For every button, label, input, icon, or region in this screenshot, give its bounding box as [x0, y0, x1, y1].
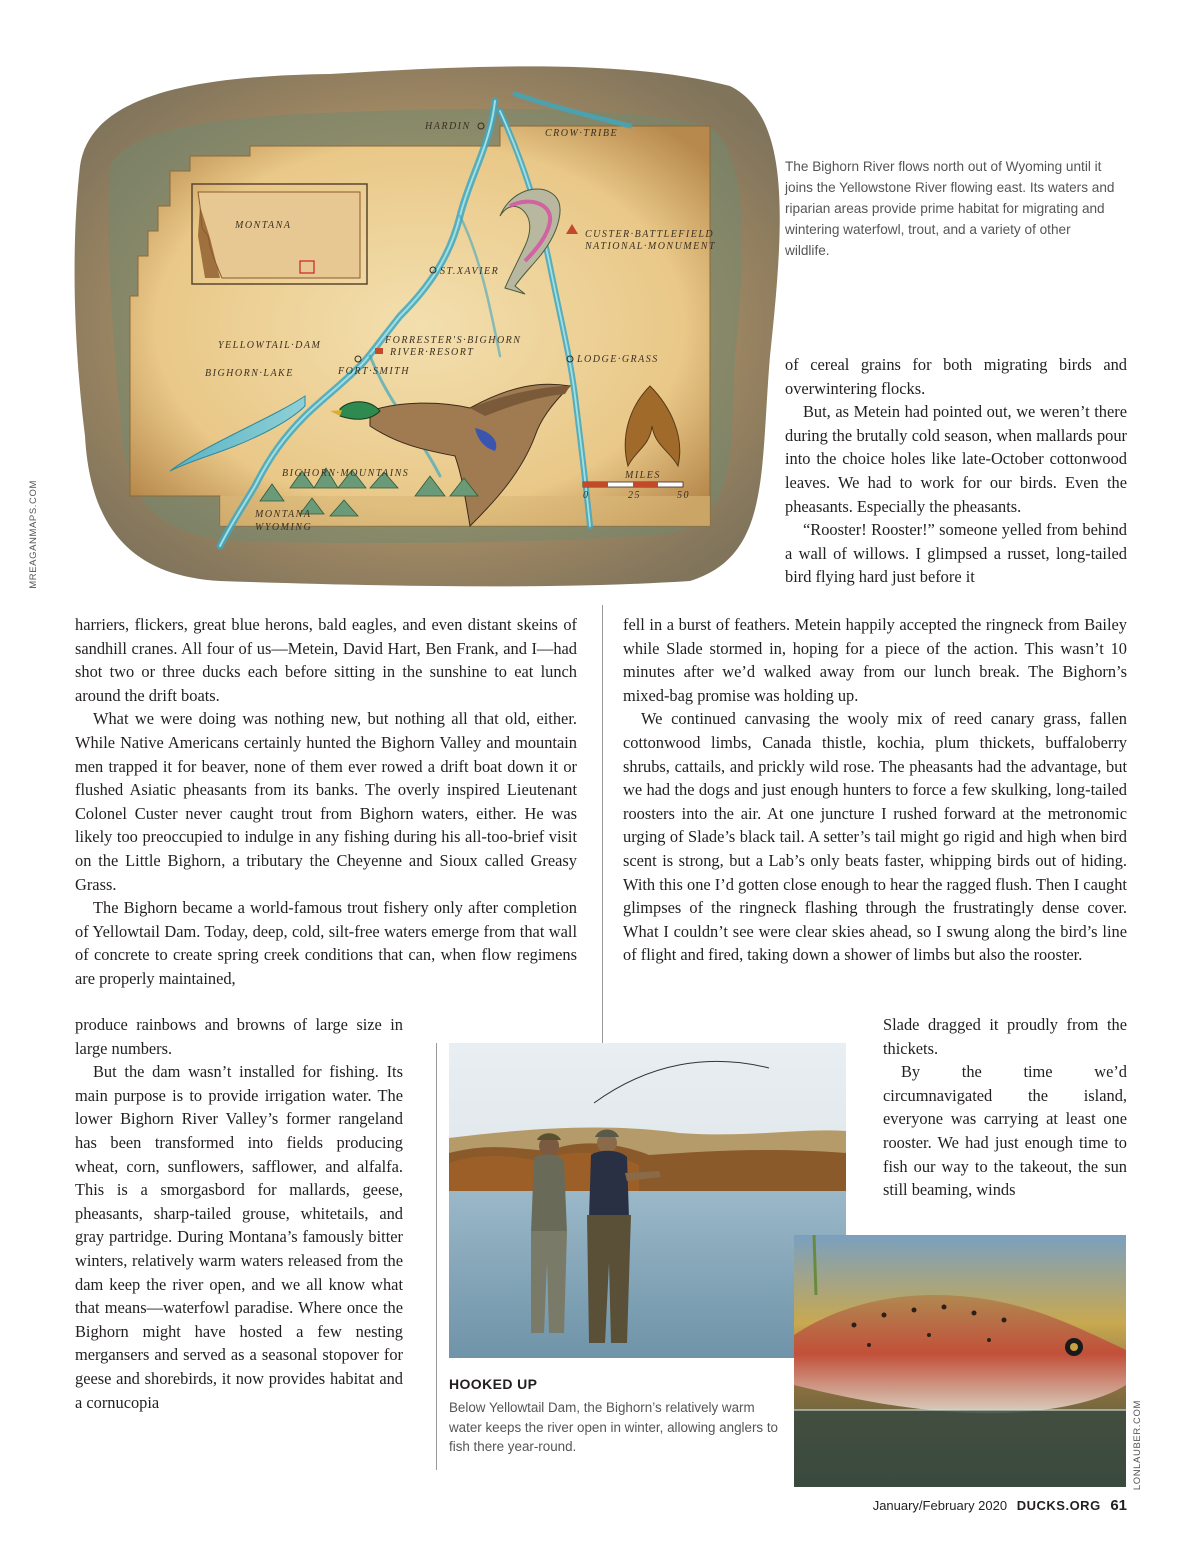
right-column	[623, 613, 1127, 967]
svg-text:NATIONAL·MONUMENT: NATIONAL·MONUMENT	[585, 241, 716, 252]
paragraph: What we were doing was nothing new, but nothing all that old, either. While Native Americans certainly hunted the Bighorn Valley and mountain men trapped it for beaver, none of them ever rowed a drift boat down it or flushed Asiatic pheasants from its banks. The overly inspired Lieutenant Colonel Custer never caught trout from Bighorn waters, either. He was likely too preoccupied to indulge in any fishing during his all-too-brief visit on the Little Bighorn, a tributary the Cheyenne and Sioux called Greasy Grass.	[75, 709, 577, 894]
column-divider	[602, 605, 603, 1043]
svg-text:FORRESTER'S·BIGHORN: FORRESTER'S·BIGHORN	[385, 335, 522, 346]
svg-text:50: 50	[677, 490, 690, 501]
paragraph: Slade dragged it proudly from the thickets.	[883, 1015, 1127, 1058]
svg-text:MILES: MILES	[625, 470, 661, 481]
svg-text:BIGHORN·MOUNTAINS: BIGHORN·MOUNTAINS	[282, 468, 410, 479]
page-number: 61	[1110, 1497, 1127, 1514]
trout-photo	[794, 1235, 1126, 1487]
right-top-column	[785, 353, 1127, 589]
svg-text:MONTANA: MONTANA	[235, 220, 292, 231]
column-divider-lower	[436, 1043, 437, 1470]
photo-credit: LONLAUBER.COM	[1132, 1400, 1143, 1491]
svg-text:ST.XAVIER: ST.XAVIER	[440, 266, 500, 277]
left-column	[75, 613, 577, 991]
svg-text:CROW·TRIBE: CROW·TRIBE	[545, 128, 619, 139]
paragraph: “Rooster! Rooster!” someone yelled from behind a wall of willows. I glimpsed a russet, long-tailed bird flying hard just before it	[785, 520, 1127, 587]
bighorn-river-map	[70, 56, 790, 590]
website: DUCKS.ORG	[1016, 1498, 1101, 1513]
map-caption: The Bighorn River flows north out of Wyoming until it joins the Yellowstone River flowing east. Its waters and riparian areas provide prime habitat for migrating and wintering waterfowl, trout, and a variety of other wildlife.	[785, 159, 1115, 258]
paragraph: fell in a burst of feathers. Metein happily accepted the ringneck from Bailey while Slade stormed in, hoping for a piece of the action. This wasn’t 10 minutes after we’d walked away from our lunch break. The Bighorn’s mixed-bag promise was holding up.	[623, 615, 1127, 705]
paragraph: By the time we’d circumnavigated the island, everyone was carrying at least one rooster. We had just enough time to fish our way to the takeout, the sun still beaming, winds	[883, 1062, 1127, 1200]
paragraph: But, as Metein had pointed out, we weren’t there during the brutally cold season, when mallards pour into the choice holes like late-October cottonwood leaves. We had to work for our birds. Even the pheasants. Especially the pheasants.	[785, 402, 1127, 516]
svg-text:CUSTER·BATTLEFIELD: CUSTER·BATTLEFIELD	[585, 229, 715, 240]
photo-caption-text: Below Yellowtail Dam, the Bighorn’s relatively warm water keeps the river open in winter, allowing anglers to fish there year-round.	[449, 1400, 778, 1454]
svg-text:WYOMING: WYOMING	[255, 522, 313, 533]
svg-text:RIVER·RESORT: RIVER·RESORT	[390, 347, 475, 358]
montana-inset	[192, 184, 367, 284]
page-footer	[873, 1497, 1127, 1514]
right-column-lower	[883, 1013, 1127, 1202]
photo-caption	[449, 1376, 779, 1457]
svg-text:0: 0	[583, 490, 590, 501]
svg-text:BIGHORN·LAKE: BIGHORN·LAKE	[205, 368, 294, 379]
map-illustration	[70, 56, 790, 590]
svg-text:HARDIN: HARDIN	[425, 121, 471, 132]
paragraph: of cereal grains for both migrating birds and overwintering flocks.	[785, 355, 1127, 398]
svg-text:LODGE·GRASS: LODGE·GRASS	[577, 354, 659, 365]
anglers-photo	[449, 1043, 846, 1358]
paragraph: harriers, flickers, great blue herons, bald eagles, and even distant skeins of sandhill cranes. All four of us—Metein, David Hart, Ben Frank, and I—had shot two or three ducks each before sitting in the sunshine to eat lunch around the drift boats.	[75, 615, 577, 705]
photo-caption-title: HOOKED UP	[449, 1376, 538, 1392]
svg-text:YELLOWTAIL·DAM: YELLOWTAIL·DAM	[218, 340, 322, 351]
map-credit: MREAGANMAPS.COM	[28, 480, 39, 589]
paragraph: The Bighorn became a world-famous trout fishery only after completion of Yellowtail Dam. Today, deep, cold, silt-free waters emerge from that wall of concrete to create spring creek conditions that can, when flow regimens are properly maintained,	[75, 898, 577, 988]
left-column-lower	[75, 1013, 403, 1414]
svg-text:25: 25	[628, 490, 641, 501]
paragraph: But the dam wasn’t installed for fishing. Its main purpose is to provide irrigation water. The lower Bighorn River Valley’s former rangeland has been transformed into fields producing wheat, corn, sunflowers, safflower, and alfalfa. This is a smorgasbord for mallards, geese, pheasants, sharp-tailed grouse, whitetails, and gray partridge. During Montana’s famously bitter winters, relatively warm waters released from the dam keep the river open, and we all know what that means—waterfowl paradise. Where once the Bighorn might have hosted a few nesting mergansers and served as a seasonal stopover for geese and shorebirds, it now provides habitat and a cornucopia	[75, 1062, 403, 1412]
svg-text:FORT·SMITH: FORT·SMITH	[338, 366, 410, 377]
issue-date: January/February 2020	[872, 1498, 1008, 1513]
svg-text:MONTANA: MONTANA	[255, 509, 312, 520]
paragraph: produce rainbows and browns of large size in large numbers.	[75, 1015, 403, 1058]
paragraph: We continued canvasing the wooly mix of reed canary grass, fallen cottonwood limbs, Canada thistle, kochia, plum thickets, buffaloberry shrubs, cattails, and prickly wild rose. The pheasants had the advantage, but we had the dogs and just enough hunters to force a few skulking, long-tailed roosters into the air. At one juncture I rushed forward at the metronomic urging of Slade’s black tail. A setter’s tail might go rigid and high when bird scent is strong, but a Lab’s only beats faster, whipping birds out of hiding. With this one I’d gotten close enough to hear the ragged flush. Then I caught glimpses of the ringneck flashing through the frustratingly dense cover. What I couldn’t see were clear skies ahead, so I swung along the bird’s line of flight and fired, taking down a shower of limbs but also the rooster.	[623, 709, 1127, 965]
